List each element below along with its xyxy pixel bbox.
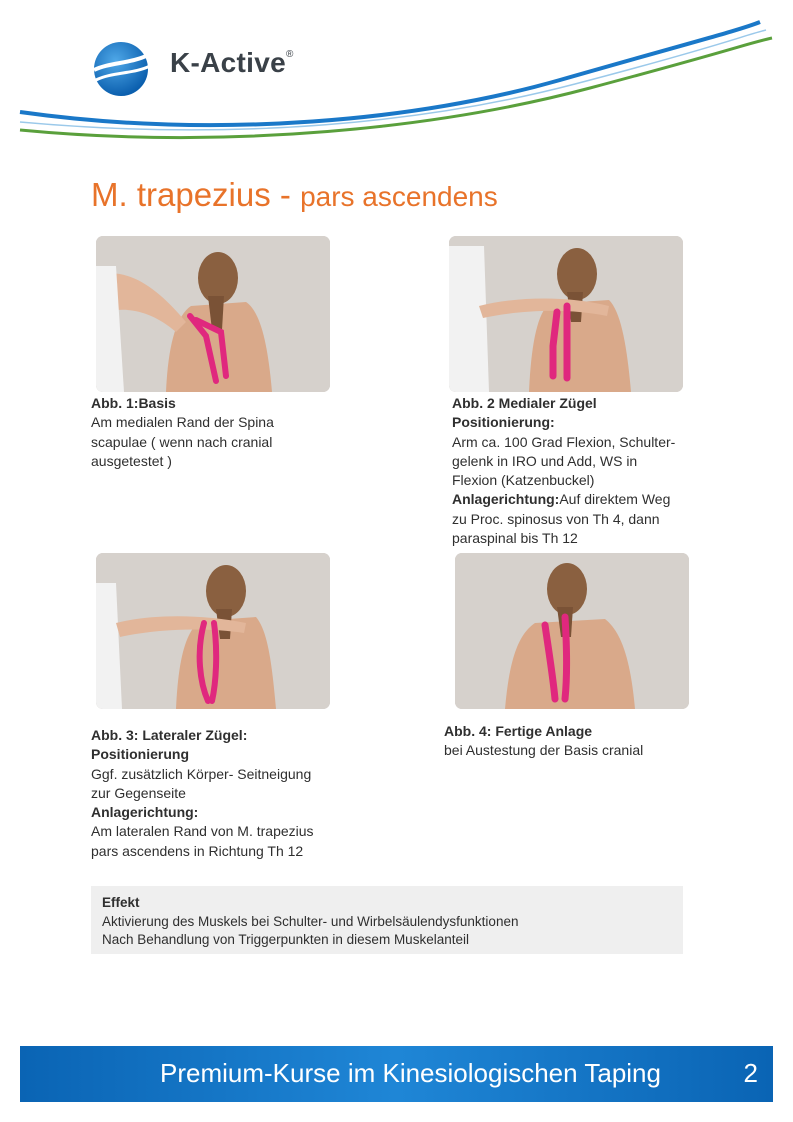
page-title [91,176,498,214]
effect-line: Aktivierung des Muskels bei Schulter- und Wirbelsäulendysfunktionen [102,913,519,929]
figure-3-photo [96,553,330,709]
globe-swoosh-icon [92,40,150,98]
footer-bar [20,1046,773,1102]
figure-4-photo [455,553,689,709]
figure-3-line: pars ascendens in Richtung Th 12 [91,842,304,859]
brand-name [170,47,294,79]
figure-2-positioning-label: Positionierung: [452,414,555,431]
footer-text: Premium-Kurse im Kinesiologischen Taping [160,1058,661,1088]
title-sub: pars ascendens [300,181,498,212]
figure-2-caption [452,394,717,548]
figure-3-line: Ggf. zusätzlich Körper- Seitneigung [91,765,312,782]
figure-3-caption [91,726,366,861]
figure-2-line: gelenk in IRO und Add, WS in [452,452,638,469]
title-main: M. trapezius - [91,176,301,213]
figure-1-title: Abb. 1:Basis [91,395,176,411]
figure-2-line: Arm ca. 100 Grad Flexion, Schulter- [452,433,676,450]
figure-2-title: Abb. 2 Medialer Zügel [452,395,597,411]
figure-3-title: Abb. 3: Lateraler Zügel: [91,727,248,743]
effect-line: Nach Behandlung von Triggerpunkten in diesem Muskelanteil [102,932,469,947]
figure-4-caption [444,722,724,761]
effect-box [91,886,683,954]
figure-1-line: scapulae ( wenn nach cranial [91,433,273,450]
figure-2-line: Flexion (Katzenbuckel) [452,472,595,489]
figure-2-direction-text: Auf direktem Weg [559,491,671,508]
figure-3-positioning-label: Positionierung [91,746,189,763]
brand-text: K-Active [170,47,286,78]
registered-mark: ® [286,49,294,60]
figure-4-title-rest: : Fertige Anlage [486,723,593,739]
figure-1-caption [91,394,341,471]
figure-4-line: bei Austestung der Basis cranial [444,742,644,759]
figure-2-direction-label: Anlagerichtung: [452,491,560,508]
page-number: 2 [743,1058,758,1088]
figure-1-photo [96,236,330,392]
figure-2-line: paraspinal bis Th 12 [452,530,578,547]
figure-2-line: zu Proc. spinosus von Th 4, dann [452,510,660,527]
figure-3-line: Am lateralen Rand von M. trapezius [91,823,314,840]
figure-2-photo [449,236,683,392]
figure-1-line: ausgetestet ) [91,452,172,469]
effect-label: Effekt [102,895,140,910]
figure-3-line: zur Gegenseite [91,784,186,801]
figure-3-direction-label: Anlagerichtung: [91,804,199,821]
figure-2-direction-line [452,490,717,509]
figure-1-line: Am medialen Rand der Spina [91,414,274,431]
figure-4-title: Abb. 4 [444,723,487,739]
